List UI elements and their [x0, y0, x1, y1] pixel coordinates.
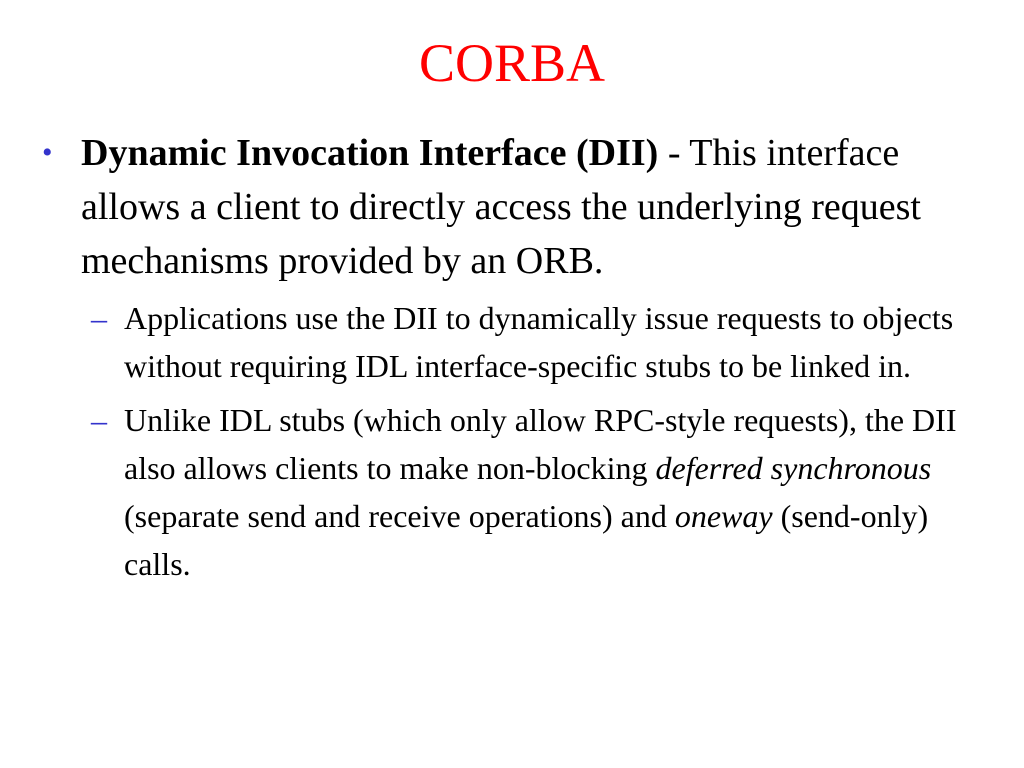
sub-item-italic-oneway: oneway	[674, 498, 773, 534]
bullet-term: Dynamic Invocation Interface (DII)	[81, 132, 659, 174]
sub-item-italic-deferred: deferred synchronous	[655, 450, 932, 486]
dash-marker-icon: –	[91, 300, 107, 336]
dash-marker-icon: –	[91, 402, 107, 438]
bullet-text: - This interface allows a client to directly access the underlying request mechanisms provided by an ORB.	[81, 132, 921, 282]
sub-item-text: Applications use the DII to dynamically issue requests to objects without requiring IDL interface-specific stubs to be linked in.	[124, 300, 954, 384]
sub-item-text-part-2: (separate send and receive operations) and	[124, 498, 675, 534]
sub-item-applications	[81, 294, 962, 390]
bullet-marker-icon: •	[42, 136, 53, 169]
slide-title: CORBA	[418, 33, 606, 93]
sub-item-text-part-3: (send-only) calls.	[124, 498, 929, 582]
sub-item-text-part-1: Unlike IDL stubs (which only allow RPC-style requests), the DII also allows clients to make non-blocking	[124, 402, 957, 486]
sub-item-unlike-idl-stubs	[81, 396, 962, 588]
bullet-item-dii	[42, 126, 962, 588]
sub-list	[81, 294, 962, 588]
bullet-list	[42, 126, 962, 594]
